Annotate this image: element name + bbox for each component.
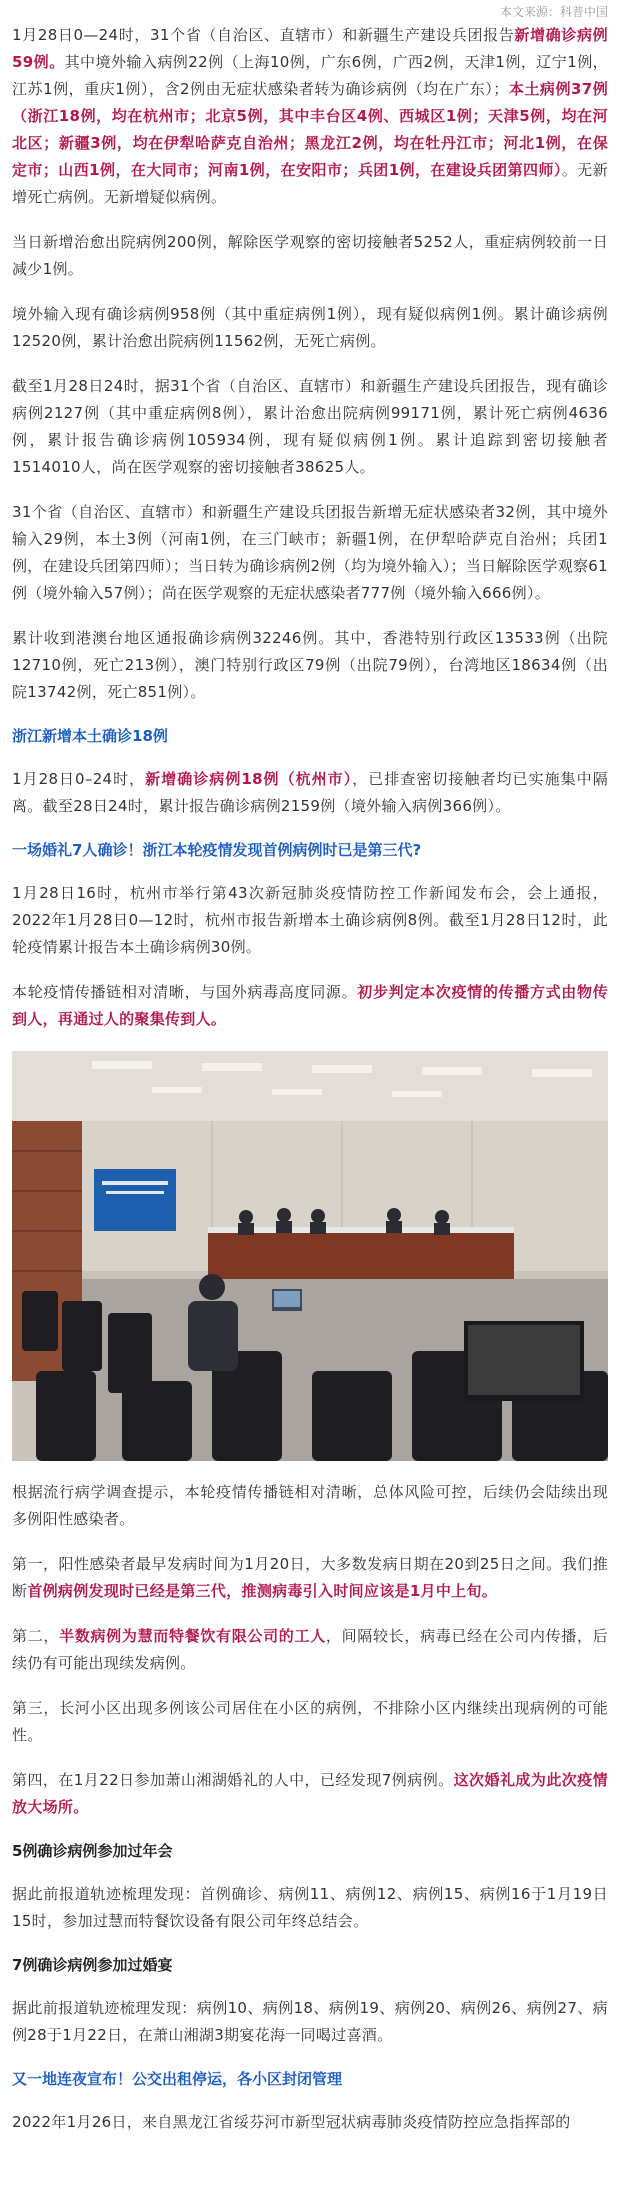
paragraph-annual-meeting: 据此前报道轨迹梳理发现：首例确诊、病例11、病例12、病例15、病例16于1月19日15时，参加过慧而特餐饮设备有限公司年终总结会。	[12, 1885, 608, 1930]
paragraph-zhejiang-cases	[12, 766, 608, 820]
text-segment: ，间隔较长，病毒已经在公司内传播，后续仍有可能出现续发病例。	[12, 1627, 609, 1672]
highlighted-text: 半数病例为慧而特餐饮有限公司的工人	[59, 1627, 326, 1645]
heading-annual-meeting: 5例确诊病例参加过年会	[12, 1842, 173, 1860]
heading-suifenhe: 又一地连夜宣布！公交出租停运，各小区封闭管理	[12, 2070, 343, 2088]
highlighted-text: 本土病例37例（浙江18例，均在杭州市；北京5例，其中丰台区4例、西城区1例；天津5例，均在河北区；新疆3例，均在伊犁哈萨克自治州；黑龙江2例，均在牡丹江市；河北1例，在保定市；山西1例，在大同市；河南1例，在安阳市；兵团1例，在建设兵团第四师）	[12, 80, 608, 179]
heading-wedding: 一场婚礼7人确诊！浙江本轮疫情发现首例病例时已是第三代?	[12, 841, 422, 859]
paragraph-suifenhe: 2022年1月26日，来自黑龙江省绥芬河市新型冠状病毒肺炎疫情防控应急指挥部的	[12, 2113, 571, 2131]
paragraph-transmission	[12, 979, 608, 1033]
text-segment: 1月28日0—24时，31个省（自治区、直辖市）和新疆生产建设兵团报告	[12, 26, 515, 44]
source-line: 本文来源：科普中国	[499, 5, 608, 19]
paragraph-cumulative-totals: 截至1月28日24时，据31个省（自治区、直辖市）和新疆生产建设兵团报告，现有确诊病例2127例（其中重症病例8例），累计治愈出院病例99171例，累计死亡病例4636例，累计报告确诊病例105934例，现有疑似病例1例。累计追踪到密切接触者1514010人，尚在医学观察的密切接触者38625人。	[12, 377, 608, 476]
paragraph-daily-report	[12, 22, 608, 211]
paragraph-asymptomatic: 31个省（自治区、直辖市）和新疆生产建设兵团报告新增无症状感染者32例，其中境外输入29例，本土3例（河南1例，在三门峡市；新疆1例，在伊犁哈萨克自治州；兵团1例，在建设兵团第四师）；当日转为确诊病例2例（均为境外输入）；当日解除医学观察61例（境外输入57例）；尚在医学观察的无症状感染者777例（境外输入666例）。	[12, 503, 608, 602]
paragraph-point-three: 第三，长河小区出现多例该公司居住在小区的病例，不排除小区内继续出现病例的可能性。	[12, 1699, 608, 1744]
text-segment: 第一，阳性感染者最早发病时间为1月20日，大多数发病日期在20到25日之间。我们推断	[12, 1555, 608, 1600]
highlighted-text: 初步判定本次疫情的传播方式由物传到人，再通过人的聚集传到人。	[12, 983, 608, 1028]
highlighted-text: 新增确诊病例18例（杭州市）	[145, 770, 353, 788]
paragraph-wedding-banquet: 据此前报道轨迹梳理发现：病例10、病例18、病例19、病例20、病例26、病例27、病例28于1月22日，在萧山湘湖3期宴花海一同喝过喜酒。	[12, 1999, 608, 2044]
text-segment: 第四，在1月22日参加萧山湘湖婚礼的人中，已经发现7例病例。	[12, 1771, 454, 1789]
paragraph-press-conference: 1月28日16时，杭州市举行第43次新冠肺炎疫情防控工作新闻发布会，会上通报，2022年1月28日0—12时，杭州市报告新增本土确诊病例8例。截至1月28日12时，此轮疫情累计报告本土确诊病例30例。	[12, 884, 608, 956]
text-segment: 1月28日0–24时，	[12, 770, 146, 788]
heading-zhejiang: 浙江新增本土确诊18例	[12, 727, 168, 745]
paragraph-point-four	[12, 1767, 608, 1821]
paragraph-imported-cases: 境外输入现有确诊病例958例（其中重症病例1例），现有疑似病例1例。累计确诊病例12520例，累计治愈出院病例11562例，无死亡病例。	[12, 305, 608, 350]
text-segment: 第二，	[12, 1627, 60, 1645]
text-segment: 本轮疫情传播链相对清晰，与国外病毒高度同源。	[12, 983, 358, 1001]
highlighted-text: 新增确诊病例59例。	[12, 26, 608, 71]
text-segment: ，已排查密切接触者均已实施集中隔离。截至28日24时，累计报告确诊病例2159例（境外输入病例366例）。	[12, 770, 609, 815]
highlighted-text: 这次婚礼成为此次疫情放大场所。	[12, 1771, 608, 1816]
paragraph-recoveries: 当日新增治愈出院病例200例，解除医学观察的密切接触者5252人，重症病例较前一日减少1例。	[12, 233, 608, 278]
press-conference-photo	[12, 1051, 608, 1461]
text-segment: 其中境外输入病例22例（上海10例，广东6例，广西2例，天津1例，辽宁1例，江苏1例，重庆1例），含2例由无症状感染者转为确诊病例（均在广东）；	[12, 53, 608, 98]
paragraph-epidemiology: 根据流行病学调查提示，本轮疫情传播链相对清晰，总体风险可控，后续仍会陆续出现多例阳性感染者。	[12, 1483, 608, 1528]
paragraph-point-one	[12, 1551, 608, 1605]
highlighted-text: 首例病例发现时已经是第三代，推测病毒引入时间应该是1月中上旬。	[27, 1582, 498, 1600]
paragraph-point-two	[12, 1623, 608, 1677]
heading-wedding-banquet: 7例确诊病例参加过婚宴	[12, 1956, 173, 1974]
text-segment: 。无新增死亡病例。无新增疑似病例。	[12, 161, 608, 206]
paragraph-hk-macau-taiwan: 累计收到港澳台地区通报确诊病例32246例。其中，香港特别行政区13533例（出院12710例，死亡213例），澳门特别行政区79例（出院79例），台湾地区18634例（出院13742例，死亡851例）。	[12, 629, 608, 701]
